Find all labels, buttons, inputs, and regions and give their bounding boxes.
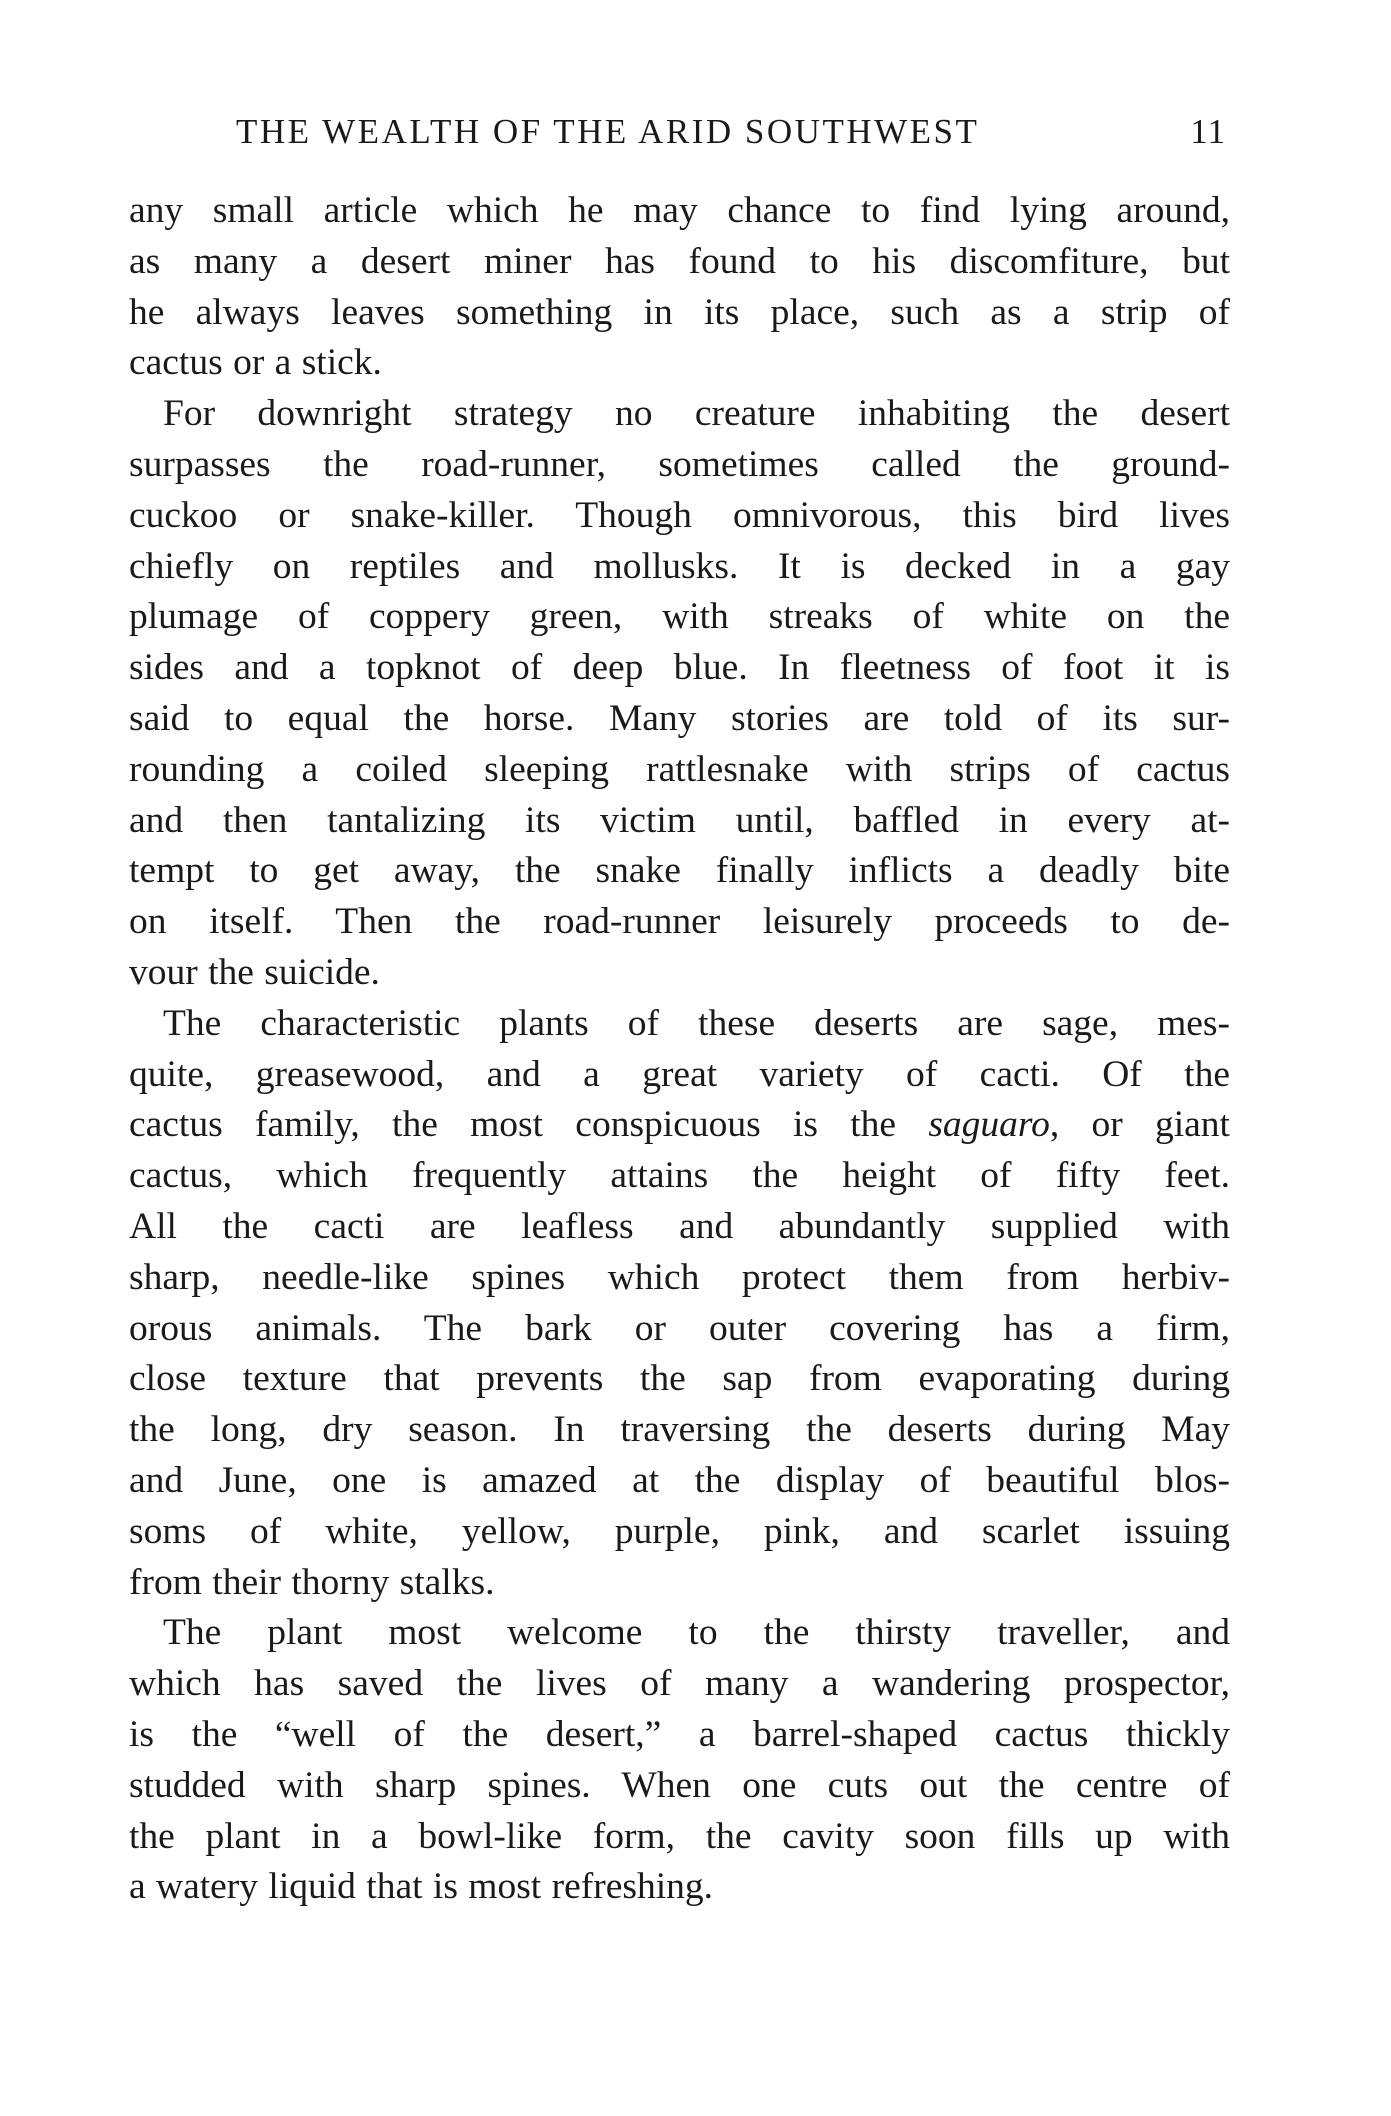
text-line: chiefly on reptiles and mollusks. It is decked in a gay <box>129 545 1230 587</box>
text-line: which has saved the lives of many a wandering prospector, <box>129 1663 1230 1705</box>
text-line: he always leaves something in its place, such as a strip of <box>129 291 1230 333</box>
text-line: rounding a coiled sleeping rattlesnake with strips of cactus <box>129 748 1230 790</box>
text-line: plumage of coppery green, with streaks of white on the <box>129 596 1230 638</box>
text-line: For downright strategy no creature inhabiting the desert <box>163 393 1230 435</box>
text-line: studded with sharp spines. When one cuts out the centre of <box>129 1764 1230 1806</box>
text-line: The plant most welcome to the thirsty traveller, and <box>163 1612 1230 1654</box>
text-line: soms of white, yellow, purple, pink, and scarlet issuing <box>129 1510 1230 1552</box>
text-line: The characteristic plants of these deserts are sage, mes- <box>163 1002 1230 1044</box>
text-line: and then tantalizing its victim until, baffled in every at- <box>129 799 1230 841</box>
text-line: a watery liquid that is most refreshing. <box>129 1866 713 1908</box>
text-line: any small article which he may chance to find lying around, <box>129 190 1230 231</box>
text-line: and June, one is amazed at the display of beautiful blos- <box>129 1459 1230 1501</box>
italic-term: saguaro <box>928 1104 1050 1146</box>
text-line: cactus, which frequently attains the height of fifty feet. <box>129 1155 1230 1197</box>
body-text <box>129 186 1230 1913</box>
text-line: the long, dry season. In traversing the deserts during May <box>129 1409 1230 1451</box>
text-line: surpasses the road-runner, sometimes called the ground- <box>129 443 1230 485</box>
text-line: cuckoo or snake-killer. Though omnivorous, this bird lives <box>129 494 1230 536</box>
text-line: sharp, needle-like spines which protect them from herbiv- <box>129 1256 1230 1298</box>
text-line: quite, greasewood, and a great variety of cacti. Of the <box>129 1053 1230 1095</box>
text-line: vour the suicide. <box>129 951 380 993</box>
text-line: close texture that prevents the sap from evaporating during <box>129 1358 1230 1400</box>
text-line: said to equal the horse. Many stories are told of its sur- <box>129 697 1230 739</box>
text-line: is the “well of the desert,” a barrel-shaped cactus thickly <box>129 1713 1230 1755</box>
text-line: on itself. Then the road-runner leisurely proceeds to de- <box>129 901 1230 943</box>
text-segment: , or giant <box>1049 1104 1230 1146</box>
text-segment: cactus family, the most conspicuous is the <box>129 1104 929 1146</box>
text-line: orous animals. The bark or outer covering has a firm, <box>129 1307 1230 1349</box>
text-line: All the cacti are leafless and abundantly supplied with <box>129 1205 1230 1247</box>
text-line: tempt to get away, the snake finally inflicts a deadly bite <box>129 850 1230 892</box>
text-line: sides and a topknot of deep blue. In fleetness of foot it is <box>129 647 1230 689</box>
text-line: the plant in a bowl-like form, the cavity soon fills up with <box>129 1815 1230 1857</box>
running-head-title: THE WEALTH OF THE ARID SOUTHWEST <box>236 112 980 151</box>
text-line: cactus or a stick. <box>129 342 382 384</box>
text-line: as many a desert miner has found to his discomfiture, but <box>129 240 1230 282</box>
running-head <box>236 112 1226 160</box>
page-number: 11 <box>1190 112 1226 151</box>
text-line <box>129 1100 1230 1151</box>
text-line: from their thorny stalks. <box>129 1561 495 1603</box>
